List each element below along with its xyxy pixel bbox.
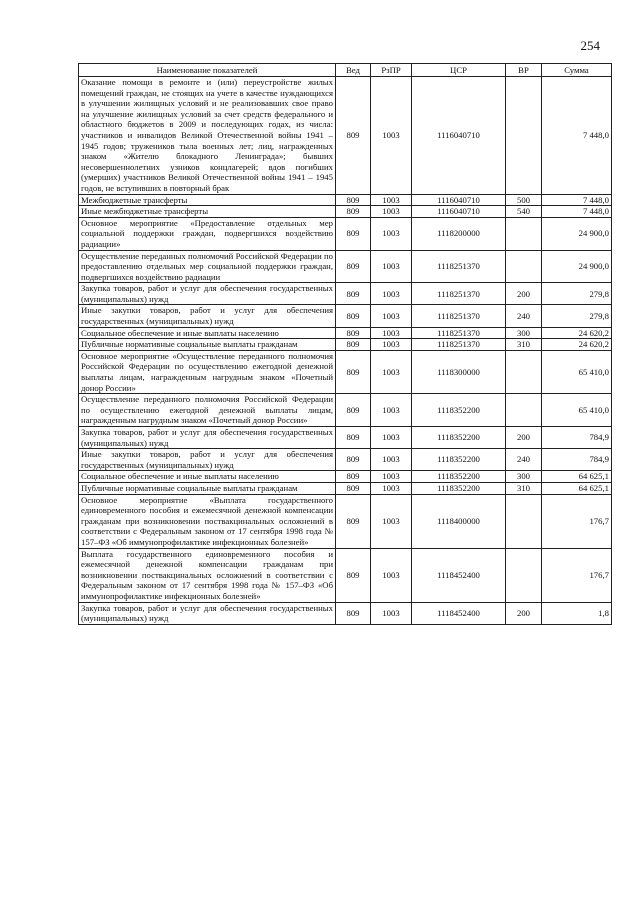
row-name: Основное мероприятие «Выплата государственного единовременного пособия и ежемесячной денежной компенсации гражданам при возникновении поствакцинальных осложнений в соответствии с Федеральным законом от 17 сентября 1998 года № 157–ФЗ «Об иммунопрофилактике инфекционных болезней» xyxy=(79,494,336,548)
row-vr: 200 xyxy=(506,602,542,624)
row-ved: 809 xyxy=(336,77,371,195)
table-row xyxy=(79,471,612,483)
table-row xyxy=(79,449,612,471)
row-name: Социальное обеспечение и иные выплаты населению xyxy=(79,327,336,339)
row-csr: 1118251370 xyxy=(412,339,506,351)
row-vr: 310 xyxy=(506,339,542,351)
row-name: Основное мероприятие «Предоставление отдельных мер социальной поддержки граждан, подвергшихся воздействию радиации» xyxy=(79,217,336,250)
table-row xyxy=(79,427,612,449)
row-rzpr: 1003 xyxy=(371,394,412,427)
row-rzpr: 1003 xyxy=(371,339,412,351)
table-row xyxy=(79,548,612,602)
table-row xyxy=(79,602,612,624)
row-ved: 809 xyxy=(336,471,371,483)
table-row xyxy=(79,327,612,339)
row-sum: 7 448,0 xyxy=(542,194,612,206)
row-rzpr: 1003 xyxy=(371,250,412,283)
table-row xyxy=(79,77,612,195)
table-row xyxy=(79,350,612,393)
table-row xyxy=(79,250,612,283)
row-ved: 809 xyxy=(336,250,371,283)
row-name: Осуществление переданного полномочия Российской Федерации по осуществлению ежегодной денежной выплаты лицам, награжденным нагрудным знаком «Почетный донор России» xyxy=(79,394,336,427)
row-name: Оказание помощи в ремонте и (или) переустройстве жилых помещений граждан, не стоящих на учете в качестве нуждающихся в улучшении жилищных условий и не реализовавших свое право на улучшение жилищных условий за счет средств федерального и областного бюджетов в 2009 и последующих годах, из числа: участников и инвалидов Великой Отечественной войны 1941 – 1945 годов; тружеников тыла военных лет; лиц, награжденных знаком «Жителю блокадного Ленинграда»; бывших несовершеннолетних узников концлагерей; вдов погибших (умерших) участников Великой Отечественной войны 1941 – 1945 годов, не вступивших в повторный брак xyxy=(79,77,336,195)
row-csr: 1118352200 xyxy=(412,471,506,483)
row-sum: 784,9 xyxy=(542,449,612,471)
row-csr: 1118352200 xyxy=(412,482,506,494)
table-row xyxy=(79,339,612,351)
row-vr xyxy=(506,548,542,602)
row-rzpr: 1003 xyxy=(371,494,412,548)
row-vr: 240 xyxy=(506,449,542,471)
row-ved: 809 xyxy=(336,283,371,305)
header-rzpr: РзПР xyxy=(371,64,412,77)
row-ved: 809 xyxy=(336,494,371,548)
row-rzpr: 1003 xyxy=(371,602,412,624)
header-csr: ЦСР xyxy=(412,64,506,77)
row-name: Иные закупки товаров, работ и услуг для обеспечения государственных (муниципальных) нужд xyxy=(79,305,336,327)
row-sum: 784,9 xyxy=(542,427,612,449)
row-vr xyxy=(506,77,542,195)
table-row xyxy=(79,217,612,250)
table-row xyxy=(79,283,612,305)
row-sum: 24 620,2 xyxy=(542,327,612,339)
row-sum: 7 448,0 xyxy=(542,77,612,195)
row-csr: 1118251370 xyxy=(412,327,506,339)
header-sum: Сумма xyxy=(542,64,612,77)
row-sum: 7 448,0 xyxy=(542,206,612,218)
row-name: Закупка товаров, работ и услуг для обеспечения государственных (муниципальных) нужд xyxy=(79,283,336,305)
row-csr: 1118251370 xyxy=(412,283,506,305)
row-vr: 200 xyxy=(506,283,542,305)
row-ved: 809 xyxy=(336,305,371,327)
row-rzpr: 1003 xyxy=(371,548,412,602)
row-sum: 64 625,1 xyxy=(542,471,612,483)
page-number: 254 xyxy=(580,38,600,53)
row-name: Публичные нормативные социальные выплаты гражданам xyxy=(79,339,336,351)
row-csr: 1118352200 xyxy=(412,394,506,427)
row-csr: 1116040710 xyxy=(412,194,506,206)
table-row xyxy=(79,194,612,206)
row-ved: 809 xyxy=(336,217,371,250)
table-row xyxy=(79,394,612,427)
row-vr xyxy=(506,217,542,250)
row-rzpr: 1003 xyxy=(371,206,412,218)
row-vr: 310 xyxy=(506,482,542,494)
row-rzpr: 1003 xyxy=(371,305,412,327)
row-csr: 1118251370 xyxy=(412,305,506,327)
row-sum: 176,7 xyxy=(542,548,612,602)
row-sum: 279,8 xyxy=(542,305,612,327)
row-csr: 1118300000 xyxy=(412,350,506,393)
row-sum: 176,7 xyxy=(542,494,612,548)
row-csr: 1118452400 xyxy=(412,602,506,624)
header-name: Наименование показателей xyxy=(79,64,336,77)
row-ved: 809 xyxy=(336,194,371,206)
row-rzpr: 1003 xyxy=(371,471,412,483)
row-rzpr: 1003 xyxy=(371,217,412,250)
row-rzpr: 1003 xyxy=(371,350,412,393)
row-name: Осуществление переданных полномочий Российской Федерации по предоставлению отдельных мер социальной поддержки граждан, подвергшихся воздействию радиации xyxy=(79,250,336,283)
header-vr: ВР xyxy=(506,64,542,77)
row-sum: 65 410,0 xyxy=(542,394,612,427)
row-csr: 1118352200 xyxy=(412,427,506,449)
row-ved: 809 xyxy=(336,548,371,602)
row-vr xyxy=(506,250,542,283)
table-header-row xyxy=(79,64,612,77)
row-vr: 240 xyxy=(506,305,542,327)
row-vr xyxy=(506,494,542,548)
row-name: Публичные нормативные социальные выплаты гражданам xyxy=(79,482,336,494)
row-rzpr: 1003 xyxy=(371,482,412,494)
row-vr: 540 xyxy=(506,206,542,218)
row-ved: 809 xyxy=(336,449,371,471)
row-ved: 809 xyxy=(336,427,371,449)
header-ved: Вед xyxy=(336,64,371,77)
row-ved: 809 xyxy=(336,206,371,218)
row-vr xyxy=(506,350,542,393)
row-rzpr: 1003 xyxy=(371,327,412,339)
row-name: Иные закупки товаров, работ и услуг для обеспечения государственных (муниципальных) нужд xyxy=(79,449,336,471)
row-csr: 1116040710 xyxy=(412,206,506,218)
row-sum: 279,8 xyxy=(542,283,612,305)
table-row xyxy=(79,305,612,327)
row-ved: 809 xyxy=(336,602,371,624)
row-sum: 1,8 xyxy=(542,602,612,624)
row-rzpr: 1003 xyxy=(371,283,412,305)
row-csr: 1118352200 xyxy=(412,449,506,471)
row-csr: 1116040710 xyxy=(412,77,506,195)
row-vr: 300 xyxy=(506,327,542,339)
row-rzpr: 1003 xyxy=(371,194,412,206)
row-ved: 809 xyxy=(336,482,371,494)
row-sum: 24 620,2 xyxy=(542,339,612,351)
row-sum: 24 900,0 xyxy=(542,250,612,283)
row-ved: 809 xyxy=(336,339,371,351)
row-rzpr: 1003 xyxy=(371,449,412,471)
table-row xyxy=(79,482,612,494)
row-rzpr: 1003 xyxy=(371,427,412,449)
row-sum: 65 410,0 xyxy=(542,350,612,393)
row-name: Закупка товаров, работ и услуг для обеспечения государственных (муниципальных) нужд xyxy=(79,427,336,449)
row-vr: 200 xyxy=(506,427,542,449)
row-ved: 809 xyxy=(336,394,371,427)
budget-table xyxy=(78,63,612,625)
row-vr xyxy=(506,394,542,427)
row-csr: 1118251370 xyxy=(412,250,506,283)
row-vr: 500 xyxy=(506,194,542,206)
table-row xyxy=(79,206,612,218)
row-csr: 1118200000 xyxy=(412,217,506,250)
row-ved: 809 xyxy=(336,350,371,393)
row-sum: 64 625,1 xyxy=(542,482,612,494)
row-name: Выплата государственного единовременного пособия и ежемесячной денежной компенсации гражданам при возникновении поствакцинальных осложнений в соответствии с Федеральным законом от 17 сентября 1998 года № 157–ФЗ «Об иммунопрофилактике инфекционных болезней» xyxy=(79,548,336,602)
table-row xyxy=(79,494,612,548)
row-name: Межбюджетные трансферты xyxy=(79,194,336,206)
row-rzpr: 1003 xyxy=(371,77,412,195)
row-name: Социальное обеспечение и иные выплаты населению xyxy=(79,471,336,483)
row-vr: 300 xyxy=(506,471,542,483)
row-csr: 1118400000 xyxy=(412,494,506,548)
row-name: Иные межбюджетные трансферты xyxy=(79,206,336,218)
row-ved: 809 xyxy=(336,327,371,339)
row-csr: 1118452400 xyxy=(412,548,506,602)
row-name: Основное мероприятие «Осуществление переданного полномочия Российской Федерации по осуществлению ежегодной денежной выплаты лицам, награжденным нагрудным знаком «Почетный донор России» xyxy=(79,350,336,393)
row-sum: 24 900,0 xyxy=(542,217,612,250)
row-name: Закупка товаров, работ и услуг для обеспечения государственных (муниципальных) нужд xyxy=(79,602,336,624)
